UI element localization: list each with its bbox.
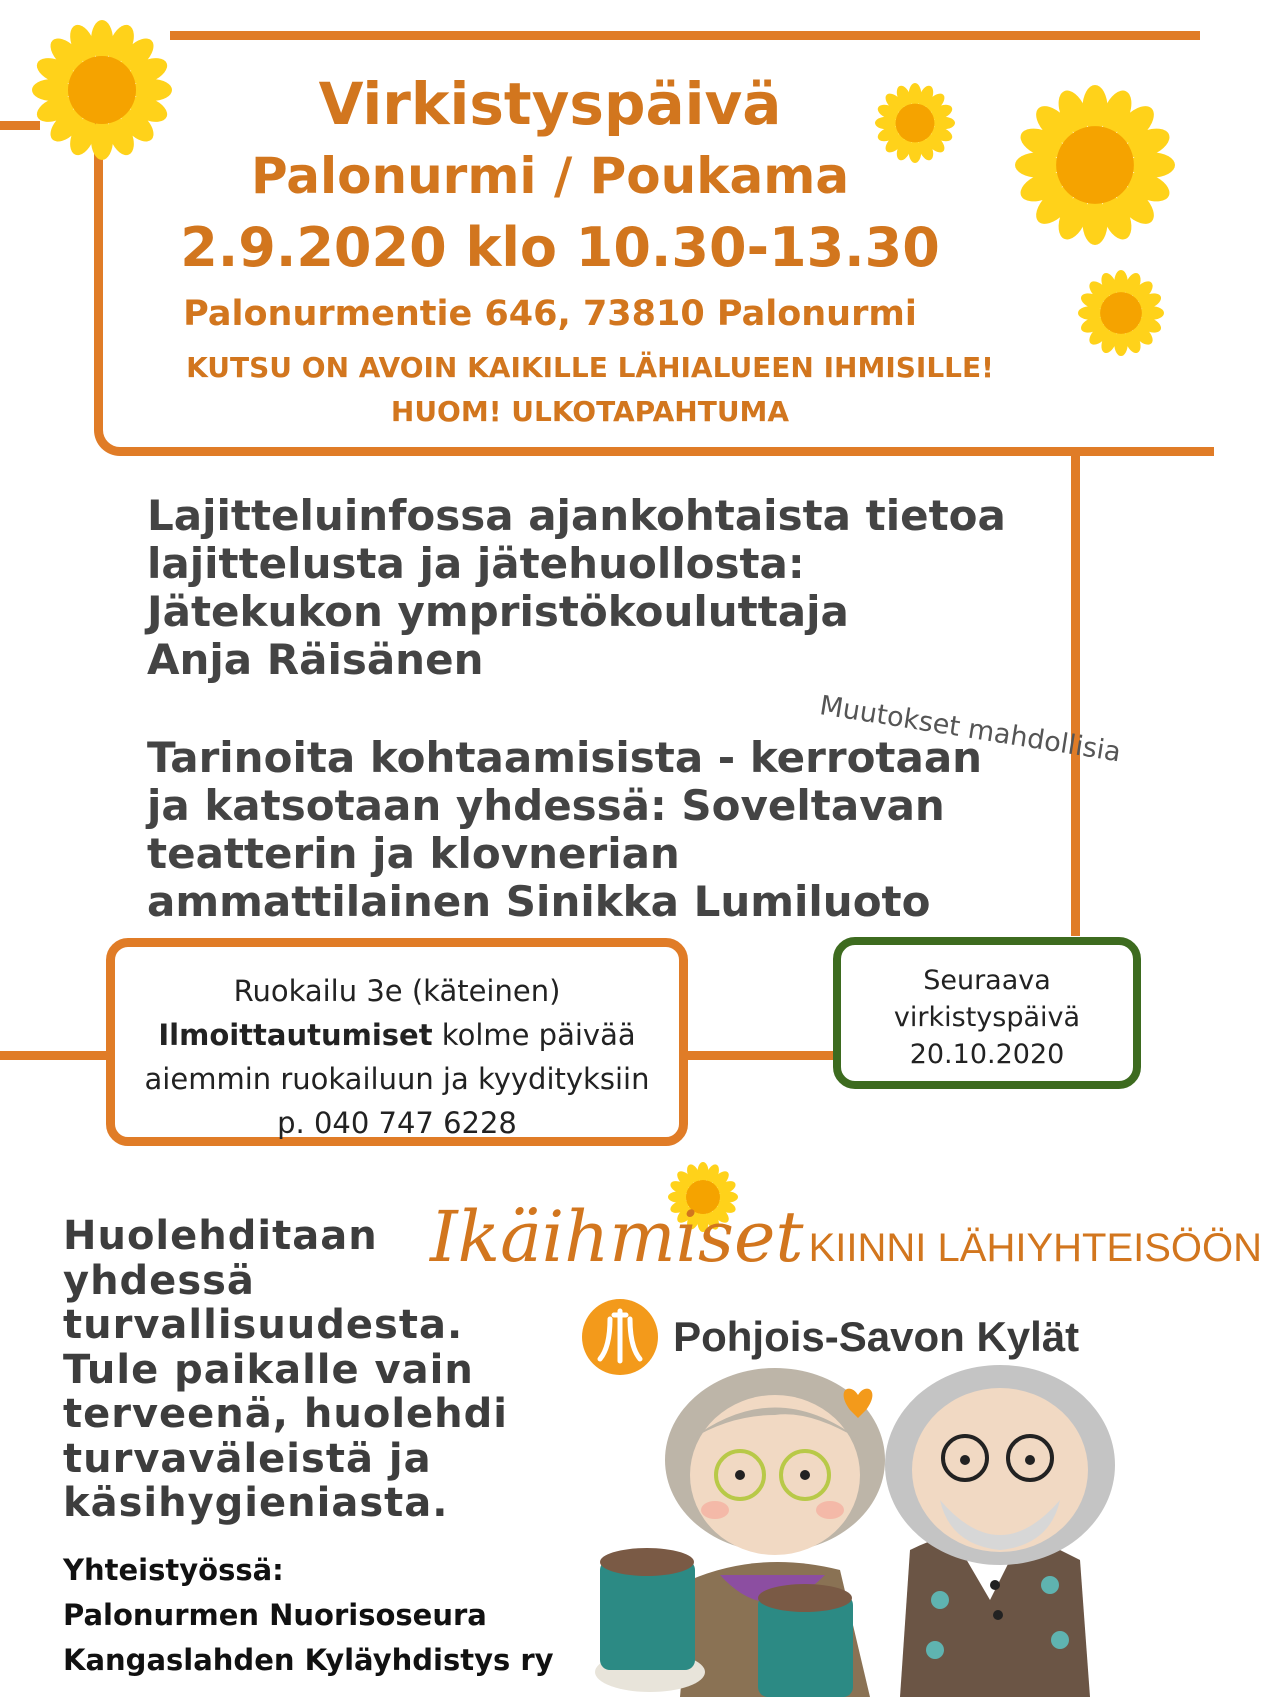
program-item-2 [147, 734, 1047, 926]
registration-info [115, 1013, 679, 1057]
next-event-line: Seuraava [923, 965, 1051, 996]
sun-icon [32, 20, 172, 160]
sun-icon [1078, 270, 1164, 356]
safety-line: Tule paikalle vain [63, 1346, 474, 1393]
program-line: teatterin ja klovnerian [147, 829, 680, 878]
program-line: ammattilainen Sinikka Lumiluoto [147, 877, 931, 926]
invite-text: KUTSU ON AVOIN KAIKILLE LÄHIALUEEN IHMISILLE! [186, 351, 994, 384]
event-title: Virkistyspäivä [318, 70, 782, 138]
cooperation-org: Kangaslahden Kyläyhdistys ry [63, 1643, 554, 1677]
changes-note: Muutokset mahdollisia [817, 690, 1124, 769]
cooperation-label: Yhteistyössä: [63, 1553, 284, 1587]
top-frame-line [170, 31, 1200, 40]
right-vertical-line [1071, 456, 1080, 936]
event-address: Palonurmentie 646, 73810 Palonurmi [183, 294, 917, 334]
program-line: ja katsotaan yhdessä: Soveltavan [147, 781, 945, 830]
kylat-name: Pohjois-Savon Kylät [673, 1313, 1080, 1360]
safety-line: turvaväleistä ja [63, 1435, 432, 1482]
elderly-couple-illustration [610, 1370, 1200, 1697]
safety-line: Huolehditaan [63, 1213, 378, 1259]
cooperation [63, 1548, 554, 1683]
kylat-emblem-icon [580, 1297, 660, 1377]
sun-icon [1015, 85, 1175, 245]
registration-rest: kolme päivää [432, 1018, 636, 1052]
phone-number: p. 040 747 6228 [277, 1106, 517, 1140]
event-datetime: 2.9.2020 klo 10.30-13.30 [180, 216, 940, 279]
safety-line: terveenä, huolehdi [63, 1391, 508, 1437]
safety-line: käsihygieniasta. [63, 1480, 449, 1526]
next-event-date: 20.10.2020 [909, 1039, 1065, 1070]
info-box [106, 938, 688, 1146]
kylat-logo [580, 1297, 1079, 1377]
ikaihmiset-wordmark: Ikäihmiset [430, 1196, 804, 1278]
program-line: Tarinoita kohtaamisista - kerrotaan [147, 733, 983, 782]
event-location: Palonurmi / Poukama [250, 147, 850, 205]
next-event-line: virkistyspäivä [893, 1002, 1081, 1033]
ikaihmiset-tagline: KIINNI LÄHIYHTEISÖÖN [808, 1226, 1262, 1270]
cooperation-org: Palonurmen Nuorisoseura [63, 1598, 487, 1632]
outdoor-note: HUOM! ULKOTAPAHTUMA [390, 395, 790, 428]
ikaihmiset-logo [430, 1196, 1262, 1278]
safety-line: yhdessä [63, 1257, 255, 1304]
program-item-1 [147, 492, 1047, 684]
meal-info: Ruokailu 3e (käteinen) [233, 974, 561, 1008]
safety-line: turvallisuudesta. [63, 1302, 464, 1348]
program-line: Anja Räisänen [147, 635, 484, 684]
program-line: lajittelusta ja jätehuollosta: [147, 539, 805, 588]
registration-label: Ilmoittautumiset [158, 1018, 433, 1052]
next-event-box [833, 937, 1141, 1089]
program-line: Lajitteluinfossa ajankohtaista tietoa [147, 491, 1006, 540]
program-line: Jätekukon ympristökouluttaja [147, 587, 849, 636]
registration-detail: aiemmin ruokailuun ja kyydityksiin [144, 1062, 650, 1096]
